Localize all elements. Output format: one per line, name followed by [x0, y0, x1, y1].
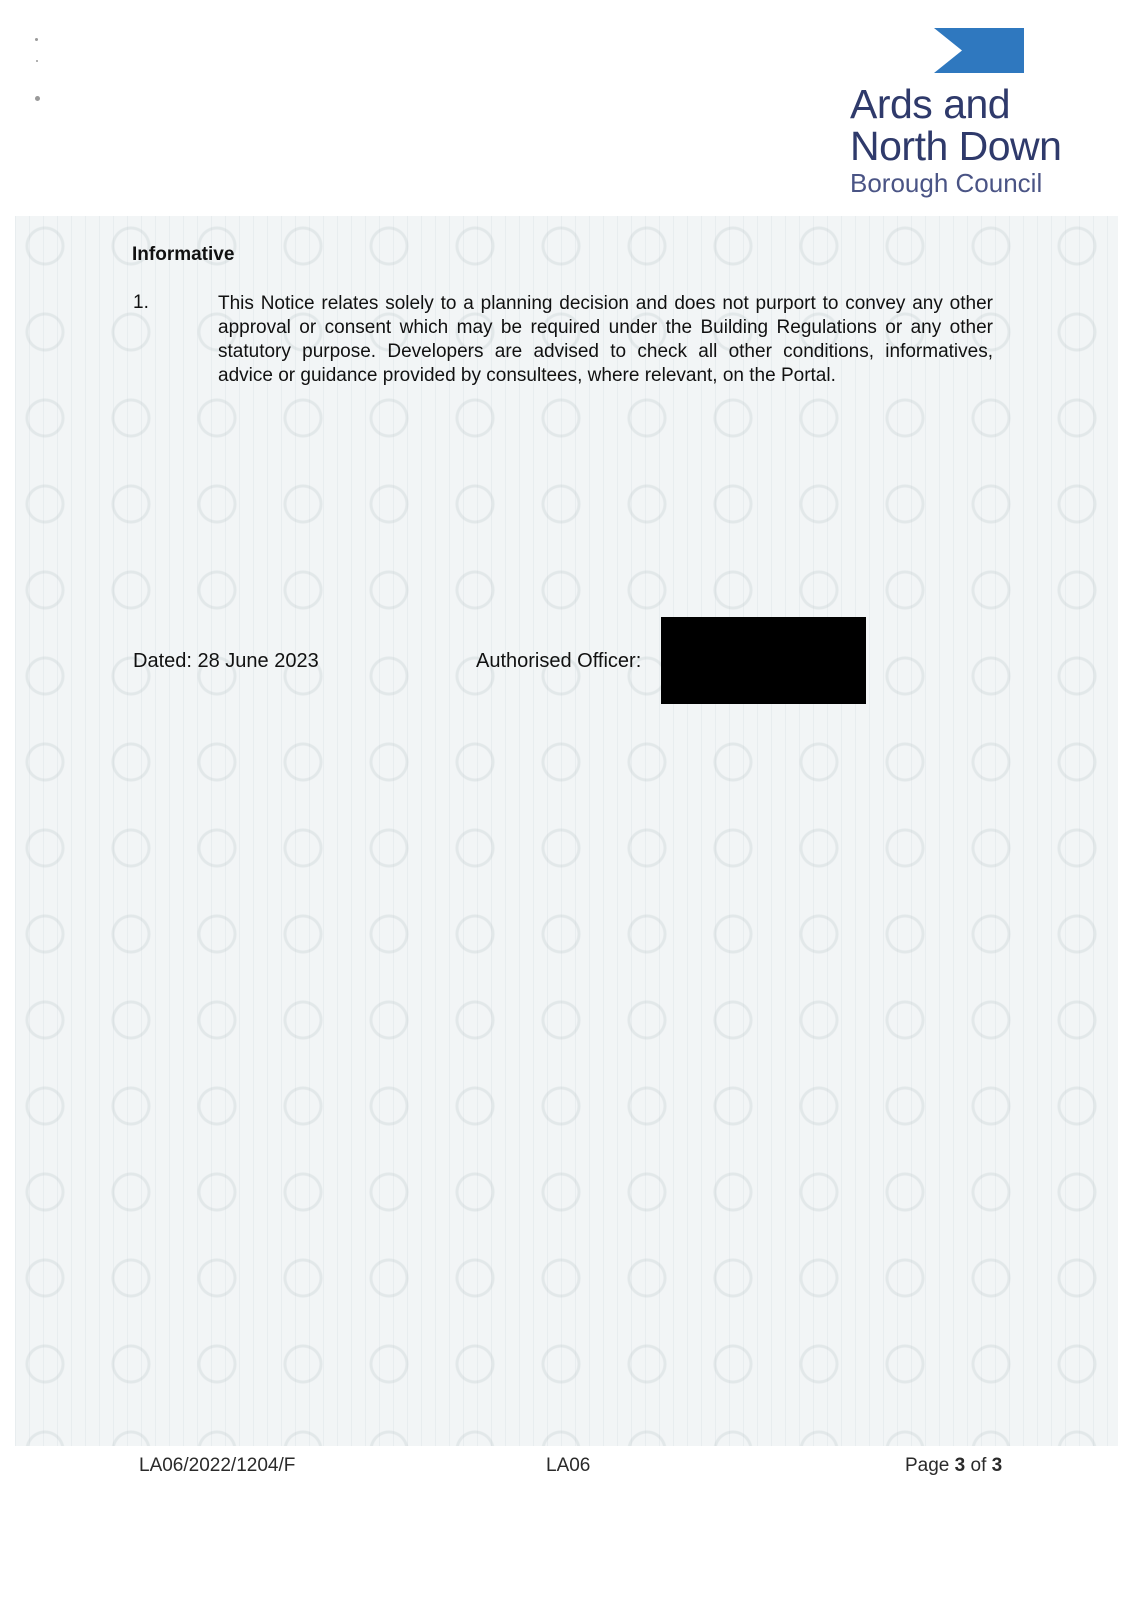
logo-text-line-3: Borough Council	[850, 168, 1043, 198]
footer-page-number	[905, 1455, 1002, 1477]
signature-redaction-box	[661, 617, 866, 704]
page-prefix: Page	[905, 1455, 955, 1476]
authorised-officer-label: Authorised Officer:	[476, 650, 642, 672]
page-total: 3	[991, 1455, 1003, 1476]
footer-reference: LA06/2022/1204/F	[139, 1455, 296, 1476]
informative-item-text: This Notice relates solely to a planning decision and does not purport to convey any other approval or consent which may be required under the Building Regulations or any other statutory purpose. Developers are advised to check all other conditions, informatives, advice or guidance provided by consultees, where relevant, on the Portal.	[218, 293, 993, 386]
security-pattern-background	[15, 216, 1118, 1446]
logo-text-line-1: Ards and	[850, 81, 1011, 127]
informative-heading: Informative	[132, 244, 235, 265]
logo-text-line-2: North Down	[850, 123, 1062, 169]
footer-code: LA06	[546, 1455, 591, 1476]
dated-line: Dated: 28 June 2023	[133, 650, 319, 672]
council-logo	[850, 28, 1090, 198]
informative-item-number: 1.	[133, 292, 149, 313]
page-of: of	[965, 1455, 992, 1476]
page-current: 3	[954, 1455, 966, 1476]
logo-chevron-icon	[934, 28, 1024, 73]
